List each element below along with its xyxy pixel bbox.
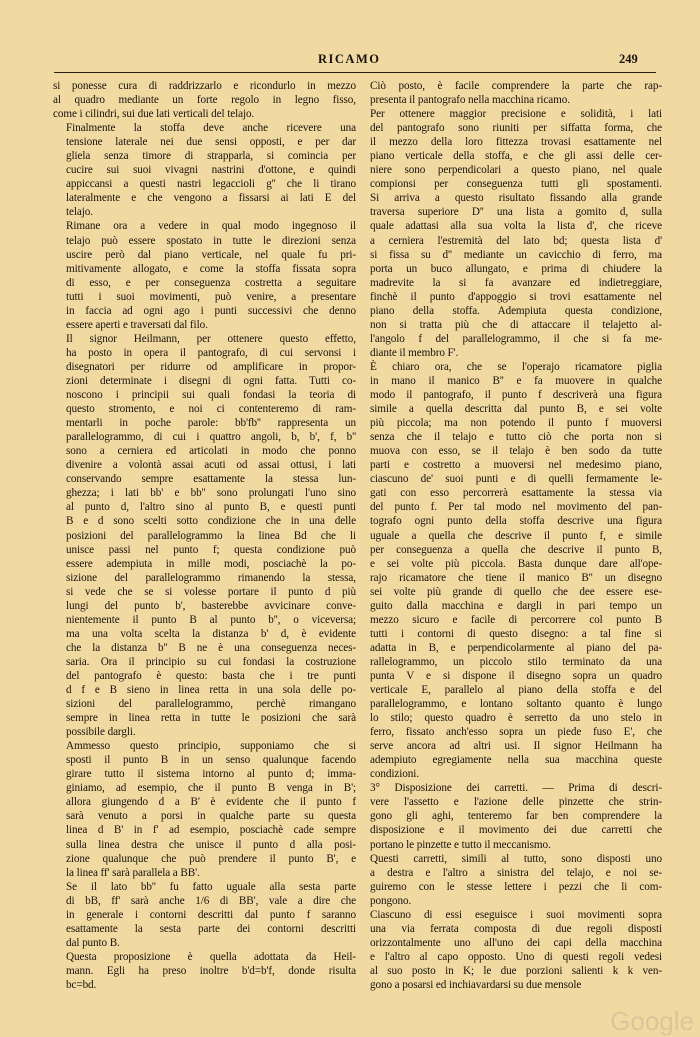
text-line: quale adattasi alla sua volta la lista d', che riceve — [370, 220, 662, 233]
text-line: a destra e l'altro a sinistra del telajo, e noi se- — [370, 866, 662, 879]
right-column-paragraph — [357, 908, 662, 992]
text-line: Per ottenere maggior precisione e solidità, i lati — [370, 108, 662, 121]
left-column-paragraph — [53, 950, 356, 992]
text-line: ha posto in opera il pantografo, di cui servonsi i — [66, 346, 356, 359]
text-line: ferro, fissato anch'esso sopra un piede fuso E', che — [370, 726, 662, 739]
text-line: per conseguenza a quella che descrive il punto B, — [370, 543, 662, 556]
text-line: lungi del punto b', basterebbe avvicinare conve- — [66, 599, 356, 612]
text-line: una via ferrata composta di due regoli disposti — [370, 922, 662, 935]
text-line: del pantografo sono riuniti per siffatta forma, che — [370, 122, 662, 135]
text-line: telajo. — [66, 206, 93, 219]
text-line: condizioni. — [370, 768, 419, 781]
text-line: del pantografo è questo: basta che i tre punti — [66, 669, 356, 682]
text-line: vere l'assetto e l'azione delle pinzette che strin- — [370, 796, 662, 809]
text-line: e l'altro al capo opposto. Uno di questi regoli vedesi — [370, 950, 662, 963]
text-line: traversa superiore D'' una lista a gomito d, sulla — [370, 206, 662, 219]
text-line: come i cilindri, sui due lati verticali del telajo. — [53, 108, 255, 121]
text-line: tensione laterale nei due sensi opposti, e per dar — [66, 136, 356, 149]
left-column-paragraph — [53, 219, 356, 331]
text-line: Ciascuno di essi eseguisce i suoi movimenti sopra — [370, 908, 662, 921]
text-line: unisce passi nel punto f; questa condizione può — [66, 543, 356, 556]
text-line: sulla linea destra che unisce il punto d alla posi- — [66, 838, 356, 851]
text-line: sizioni del parallelogrammo, perchè rimangano — [66, 698, 356, 711]
text-line: di esso, e per conseguenza costretta a seguitare — [66, 276, 356, 289]
header-rule — [54, 72, 656, 73]
text-line: compionsi per conseguenza tutti gli spostamenti. — [370, 178, 662, 191]
text-line: zione qualunque che può prendere il punto B', e — [66, 852, 356, 865]
text-line: piano verticale della stoffa, e che gli assi delle cer- — [370, 150, 662, 163]
text-line: e sei volte più piccola. Basta dunque dare all'ope- — [370, 557, 662, 570]
text-line: niere sono perpendicolari a questo piano, nel quale — [370, 164, 662, 177]
text-line: diante il membro F'. — [370, 346, 459, 359]
text-line: si fissa su d'' mediante un cavicchio di ferro, ma — [370, 248, 662, 261]
text-line: ma una volta scelta la distanza b' d, è evidente — [66, 627, 356, 640]
right-column-paragraph — [357, 79, 662, 107]
text-line: a cerniera l'estremità del lato bd; questa lista d' — [370, 234, 662, 247]
text-line: conservando sempre esattamente la stessa lun- — [66, 473, 356, 486]
text-line: che la distanza b'' B ne è una conseguenza neces- — [66, 641, 356, 654]
text-line: parallelogrammo, e lontano soltanto quanto è lungo — [370, 698, 662, 711]
text-line: del punto f. Per tal modo nel movimento del pan- — [370, 501, 662, 514]
text-line: Il signor Heilmann, per ottenere questo effetto, — [66, 332, 356, 345]
text-line: Si arriva a questo risultato fissando alla grande — [370, 192, 662, 205]
text-line: uguale a quella che descrive il punto f, e simile — [370, 529, 662, 542]
text-line: allora giungendo d a B' è evidente che il punto f — [66, 796, 356, 809]
text-line: bc=bd. — [66, 979, 97, 991]
text-line: noscono i principii sui quali fondasi la teoria di — [66, 389, 356, 402]
text-line: mann. Egli ha preso inoltre b'd=b'f, donde risulta — [66, 964, 356, 977]
text-line: si ponesse cura di raddrizzarlo e ricondurlo in mezzo — [53, 80, 356, 92]
text-line: mentarli in poche parole: bb'fb'' rappresenta un — [66, 417, 356, 430]
text-line: appiccansi a questi nastri legaccioli g'' che li tirano — [66, 178, 356, 191]
text-line: guiremo con le stesse lettere i pezzi che li com- — [370, 880, 662, 893]
text-line: essere aperti e traversati dal filo. — [66, 318, 208, 331]
text-line: al quadro mediante un forte regolo in legno fisso, — [53, 94, 356, 107]
text-line: orizzontalmente uno all'uno dei capi della macchina — [370, 936, 662, 949]
text-line: in faccia ad ogni ago i punti successivi che denno — [66, 304, 356, 317]
text-line: presenta il pantografo nella macchina ricamo. — [370, 94, 570, 107]
text-line: si vede che se si volesse portare il punto d più — [66, 585, 356, 598]
text-line: posizioni del parallelogrammo la linea Bd che li — [66, 529, 356, 542]
text-line: portano le pinzette e tutto il meccanismo. — [370, 838, 551, 851]
left-column-paragraph — [53, 121, 356, 219]
text-line: tografo ogni punto della stoffa descrive una figura — [370, 515, 662, 528]
text-line: parallelogrammo, di cui i quattro angoli, b, b', f, b'' — [66, 431, 356, 444]
left-column-paragraph — [53, 332, 356, 739]
left-text-column — [53, 79, 356, 992]
text-line: essere adempiuta in mille modi, posciachè la po- — [66, 557, 356, 570]
text-line: non si tratta più che di attaccare il telajetto al- — [370, 318, 662, 331]
text-line: di bB, ff' sarà anche 1/6 di BB', vale a dire che — [66, 894, 356, 907]
text-line: sempre in linea retta in tutte le posizioni che sarà — [66, 712, 356, 725]
right-text-column — [357, 79, 662, 992]
text-line: nientemente il punto B al punto b'', o viceversa; — [66, 613, 356, 626]
text-line: in generale i contorni descritti dal punto f saranno — [66, 908, 356, 921]
text-line: questo stromento, e noi ci contenteremo di ram- — [66, 403, 356, 416]
text-line: ciascuno de' suoi punti e di quelli fermamente le- — [370, 473, 662, 486]
right-column-paragraph — [357, 781, 662, 851]
text-line: rallelogrammo, un piccolo stilo terminato da una — [370, 655, 662, 668]
text-line: piano della stoffa. Adempiuta questa condizione, — [370, 304, 662, 317]
text-line: adempiuto egregiamente nella sua macchina queste — [370, 754, 662, 767]
text-line: possibile dargli. — [66, 726, 136, 739]
running-title: RICAMO — [318, 52, 381, 66]
text-line: gliela senza timore di strapparla, si comincia per — [66, 150, 356, 163]
text-line: al suo posto in K; le due porzioni salienti k k ven- — [370, 964, 662, 977]
text-line: telajo può essere spostato in tutte le direzioni senza — [66, 234, 356, 247]
text-line: in mano il manico B'' e fa muovere in qualche — [370, 374, 662, 387]
text-line: il mezzo della loro fittezza trovasi esattamente nel — [370, 136, 662, 149]
text-line: mezzo sicuro e facile di percorrere col punto B — [370, 613, 662, 626]
text-line: sarà venuto a porsi in qualche parte su questa — [66, 810, 356, 823]
text-line: B e d sono scelti sotto condizione che in una delle — [66, 515, 356, 528]
text-line: ghezza; i lati bb' e bb'' sono prolungati l'uno sino — [66, 487, 356, 500]
text-line: punta V e si dispone il disegno sopra un quadro — [370, 669, 662, 682]
right-column-paragraph — [357, 107, 662, 360]
text-line: divenire a volontà assai acuti od assai ottusi, i lati — [66, 459, 356, 472]
text-line: guito dalla macchina e dargli in pari tempo un — [370, 599, 662, 612]
text-line: dal punto B. — [66, 936, 120, 949]
text-line: tutti i suoi movimenti, può venire, a presentare — [66, 290, 356, 303]
text-line: lo stilo; questo quadro è serretto da uno stelo in — [370, 712, 662, 725]
right-column-paragraph — [357, 852, 662, 908]
text-line: la linea ff' sarà parallela a BB'. — [66, 866, 200, 879]
left-column-paragraph — [53, 880, 356, 950]
text-line: gati con esso percorrerà esattamente la stessa via — [370, 487, 662, 500]
text-line: Rimane ora a vedere in qual modo ingegnoso il — [66, 220, 356, 233]
text-line: 3° Disposizione dei carretti. — Prima di descri- — [370, 782, 662, 795]
text-line: serve ancora ad altri usi. Il signor Heilmann ha — [370, 740, 662, 753]
text-line: Ammesso questo principio, supponiamo che si — [66, 740, 356, 753]
text-line: parti e costretto a muoversi nel medesimo piano, — [370, 459, 662, 472]
page-number: 249 — [619, 52, 638, 66]
text-line: più piccola; ma non potendo il punto f muoversi — [370, 417, 662, 430]
text-line: adatta in B, e perpendicolarmente al piano del pa- — [370, 641, 662, 654]
text-line: disposizione e il movimento dei due carretti che — [370, 824, 662, 837]
text-line: sposti il punto B in un senso qualunque facendo — [66, 754, 356, 767]
text-line: finchè il punto d'appoggio si trovi esattamente nel — [370, 290, 662, 303]
text-line: Questi carretti, simili al tutto, sono disposti uno — [370, 852, 662, 865]
text-line: Finalmente la stoffa deve anche ricevere una — [66, 122, 356, 135]
text-line: al punto d, l'altro sino al punto B, e questi punti — [66, 501, 356, 514]
text-line: verticale E, parallelo al piano della stoffa e del — [370, 684, 662, 697]
text-line: uscire però dal piano verticale, nel quale fu pri- — [66, 248, 356, 261]
watermark: Google — [610, 1006, 694, 1036]
text-line: gono gli aghi, tenteremo far ben comprendere la — [370, 810, 662, 823]
text-line: girare tutto il sistema intorno al punto d; imma- — [66, 768, 356, 781]
text-line: sei volte più grande di quello che dee essere ese- — [370, 585, 662, 598]
text-line: senza che il telajo e tutto ciò che porta non si — [370, 431, 662, 444]
text-line: gono a posarsi ed inchiavardarsi su due mensole — [370, 979, 582, 991]
text-line: giniamo, ad esempio, che il punto B venga in B'; — [66, 782, 356, 795]
text-line: muova con esso, se il telajo è ben sodo da tutte — [370, 445, 662, 458]
text-line: È chiaro ora, che se l'operajo ricamatore piglia — [370, 360, 662, 373]
text-line: sizione del parallelogrammo rimanendo la stessa, — [66, 571, 356, 584]
text-line: cucire sui suoi vivagni nastrini d'ottone, e quindi — [66, 164, 356, 177]
text-line: esattamente la sesta parte dei contorni descritti — [66, 922, 356, 935]
right-column-paragraph — [357, 360, 662, 781]
text-line: simile a quella descritta dal punto B, e sei volte — [370, 403, 662, 416]
text-line: pongono. — [370, 894, 412, 907]
text-line: linea d B' in f' ad esempio, posciachè cade sempre — [66, 824, 356, 837]
text-line: mitivamente allogato, e come la stoffa fissata sopra — [66, 262, 356, 275]
text-line: madrevite la si fa avanzare ed indietreggiare, — [370, 276, 662, 289]
text-line: modo il pantografo, il punto f descriverà una figura — [370, 389, 662, 402]
text-line: porta un buco allungato, e prima di chiudere la — [370, 262, 662, 275]
text-line: sono a cerniera ed articolati in modo che ponno — [66, 445, 356, 458]
text-line: rajo ricamatore che tiene il manico B'' un disegno — [370, 571, 662, 584]
text-line: lateralmente e che vengono a fissarsi ai lati E del — [66, 192, 356, 205]
text-line: saria. Ora il principio su cui fondasi la costruzione — [66, 655, 356, 668]
text-line: Ciò posto, è facile comprendere la parte che rap- — [370, 80, 662, 92]
text-line: l'angolo f del parallelogrammo, il che si fa me- — [370, 332, 662, 345]
left-column-paragraph — [53, 79, 356, 121]
text-line: Questa proposizione è quella adottata da Heil- — [66, 950, 356, 963]
text-line: Se il lato bb'' fu fatto uguale alla sesta parte — [66, 880, 356, 893]
text-line: tutti i contorni di questo disegno: a tal fine si — [370, 627, 662, 640]
text-line: disegnatori per ridurre od amplificare in propor- — [66, 360, 356, 373]
left-column-paragraph — [53, 739, 356, 879]
text-line: zioni determinate i disegni di ogni fatta. Tutti co- — [66, 374, 356, 387]
text-line: d f e B sieno in linea retta in una sola delle po- — [66, 684, 356, 697]
